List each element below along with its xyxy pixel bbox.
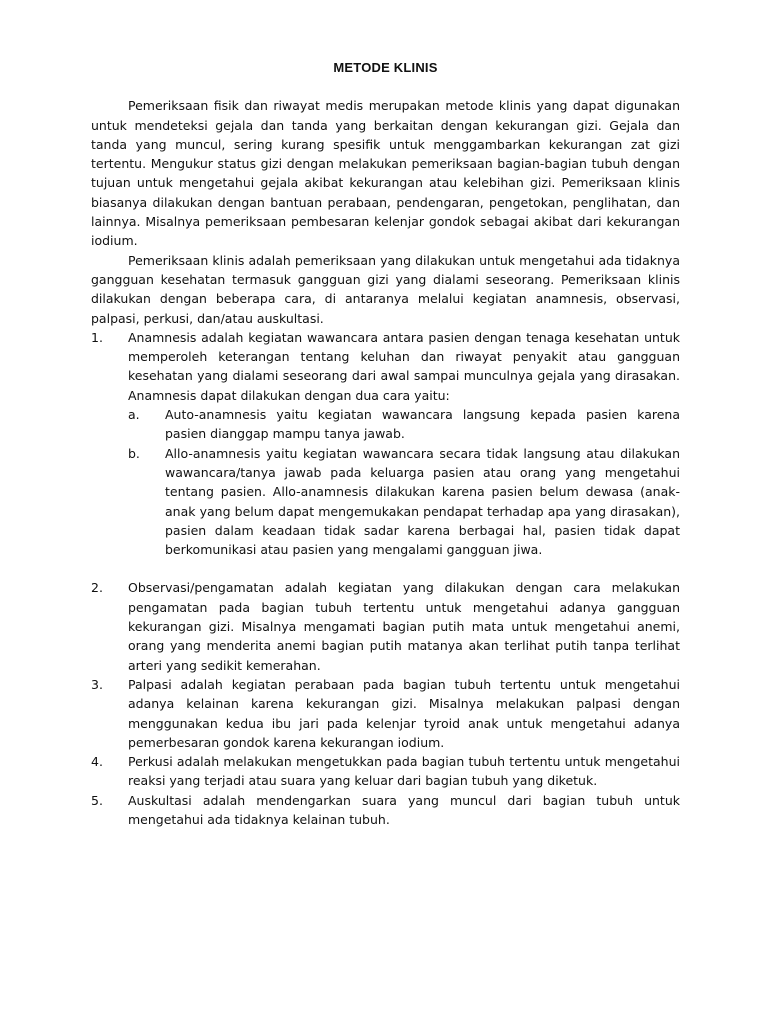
list-number: 2. bbox=[91, 580, 103, 596]
list-item bbox=[91, 752, 680, 791]
list-item-text: Perkusi adalah melakukan mengetukkan pada bagian tubuh tertentu untuk mengetahui reaksi yang terjadi atau suara yang keluar dari bagian tubuh yang diketuk. bbox=[128, 754, 680, 789]
list-number: 3. bbox=[91, 676, 103, 692]
list-number: 5. bbox=[91, 792, 103, 808]
sub-list-item bbox=[128, 444, 680, 560]
sub-list bbox=[128, 405, 680, 559]
document-page bbox=[91, 58, 680, 829]
list-item-text: Palpasi adalah kegiatan perabaan pada bagian tubuh tertentu untuk mengetahui adanya kelainan karena kekurangan gizi. Misalnya melakukan palpasi dengan menggunakan kedua ibu jari pada kelenjar tyroid anak untuk mengetahui adanya pemerbesaran gondok karena kekurangan iodium. bbox=[128, 676, 680, 750]
intro-paragraph: Pemeriksaan fisik dan riwayat medis merupakan metode klinis yang dapat digunakan untuk mendeteksi gejala dan tanda yang berkaitan dengan kekurangan gizi. Gejala dan tanda yang muncul, sering kurang spesifik untuk menggambarkan kekurangan zat gizi tertentu. Mengukur status gizi dengan melakukan pemeriksaan bagian-bagian tubuh dengan tujuan untuk mengetahui gejala akibat kekurangan atau kelebihan gizi. Pemeriksaan klinis biasanya dilakukan dengan bantuan perabaan, pendengaran, pengetokan, penglihatan, dan lainnya. Misalnya pemeriksaan pembesaran kelenjar gondok sebagai akibat dari kekurangan iodium. bbox=[91, 98, 680, 249]
sub-list-letter: b. bbox=[128, 445, 140, 461]
sub-list-item-text: Auto-anamnesis yaitu kegiatan wawancara langsung kepada pasien karena pasien dianggap mampu tanya jawab. bbox=[165, 407, 680, 442]
intro-paragraph: Pemeriksaan klinis adalah pemeriksaan yang dilakukan untuk mengetahui ada tidaknya gangguan kesehatan termasuk gangguan gizi yang dialami seseorang. Pemeriksaan klinis dilakukan dengan beberapa cara, di antaranya melalui kegiatan anamnesis, observasi, palpasi, perkusi, dan/atau auskultasi. bbox=[91, 252, 680, 326]
list-number: 4. bbox=[91, 754, 103, 770]
list-item-text: Auskultasi adalah mendengarkan suara yang muncul dari bagian tubuh untuk mengetahui ada tidaknya kelainan tubuh. bbox=[128, 792, 680, 827]
list-item-text: Anamnesis adalah kegiatan wawancara antara pasien dengan tenaga kesehatan untuk memperoleh keterangan tentang keluhan dan riwayat penyakit atau gangguan kesehatan yang dialami seseorang dari awal sampai munculnya gejala yang dirasakan. Anamnesis dapat dilakukan dengan dua cara yaitu: bbox=[128, 329, 680, 403]
list-item bbox=[91, 578, 680, 674]
list-number: 1. bbox=[91, 329, 103, 345]
document-title: METODE KLINIS bbox=[333, 60, 438, 75]
method-list bbox=[91, 328, 680, 829]
sub-list-item-text: Allo-anamnesis yaitu kegiatan wawancara secara tidak langsung atau dilakukan wawancara/tanya jawab pada keluarga pasien atau orang yang mengetahui tentang pasien. Allo-anamnesis dilakukan karena pasien belum dewasa (anak-anak yang belum dapat mengemukakan pendapat terhadap apa yang dirasakan), pasien dalam keadaan tidak sadar karena berbagai hal, pasien tidak dapat berkomunikasi atau pasien yang mengalami gangguan jiwa. bbox=[165, 445, 680, 558]
list-item bbox=[91, 791, 680, 830]
list-item bbox=[91, 675, 680, 752]
list-item bbox=[91, 328, 680, 579]
list-spacer bbox=[128, 559, 680, 578]
sub-list-letter: a. bbox=[128, 407, 140, 423]
sub-list-item bbox=[128, 405, 680, 444]
list-item-text: Observasi/pengamatan adalah kegiatan yang dilakukan dengan cara melakukan pengamatan pada bagian tubuh tertentu untuk mengetahui adanya gangguan kekurangan gizi. Misalnya mengamati bagian putih mata untuk mengetahui anemi, orang yang menderita anemi bagian putih matanya akan terlihat putih tanpa terlihat arteri yang sedikit kemerahan. bbox=[128, 580, 680, 673]
